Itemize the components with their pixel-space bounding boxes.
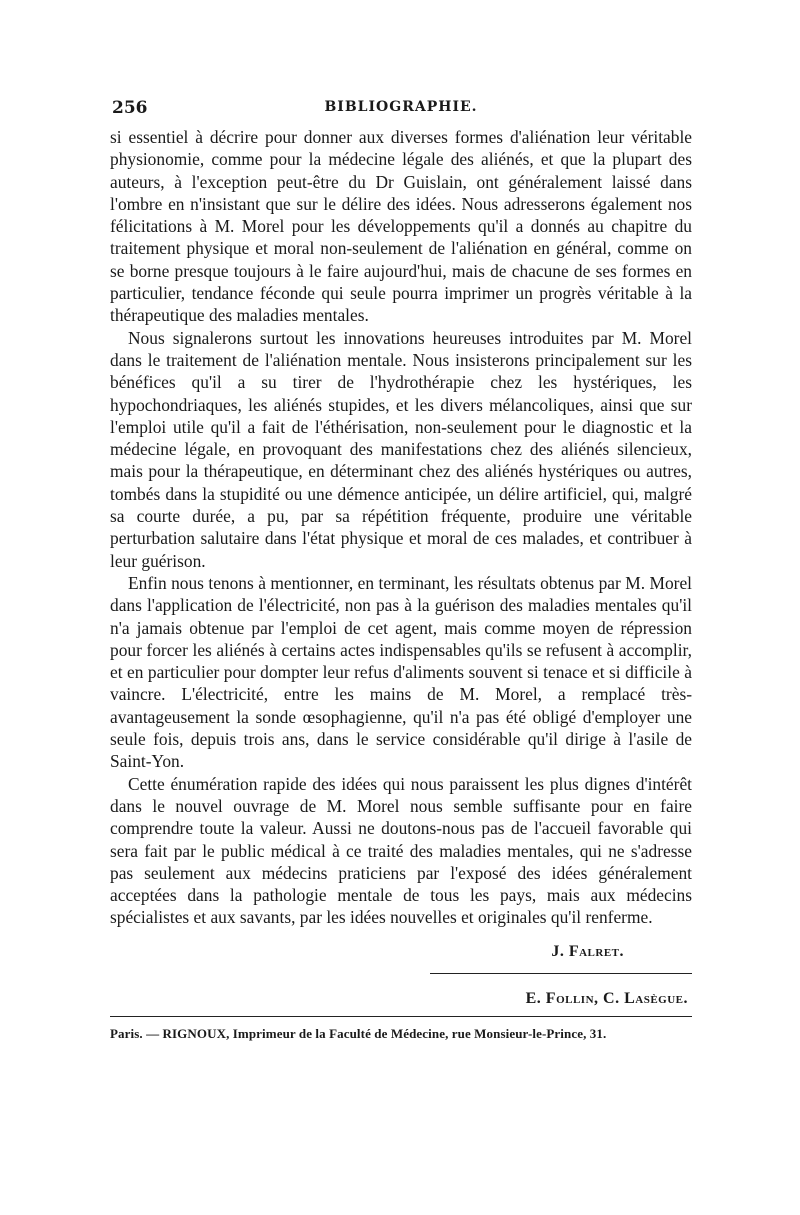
paragraph-1: si essentiel à décrire pour donner aux diverses formes d'aliénation leur véritable physionomie, comme pour la médecine légale des aliénés, et que la plupart des auteurs, à l'exception peut-être du Dr Guislain, ont généralement laissé dans l'ombre en n'insistant que sur le délire des idées. Nous adresserons également nos félicitations à M. Morel pour les développements qu'il a donnés au chapitre du traitement physique et moral non-seulement de l'aliénation en général, comme on se borne presque toujours à le faire aujourd'hui, mais de chacune de ses formes en particulier, tendance féconde qui seule pourra imprimer un progrès véritable à la thérapeutique des maladies mentales. [110, 127, 692, 326]
body-text [110, 126, 692, 929]
paragraph-3: Enfin nous tenons à mentionner, en terminant, les résultats obtenus par M. Morel dans l'application de l'électricité, non pas à la guérison des maladies mentales qu'il n'a jamais obtenue par l'emploi de cet agent, mais comme moyen de répression pour forcer les aliénés à certains actes indispensables qu'ils se refusent à accomplir, et en particulier pour dompter leur refus d'aliments souvent si tenace et si difficile à vaincre. L'électricité, entre les mains de M. Morel, a remplacé très-avantageusement la sonde œsophagienne, qu'il n'a pas été obligé d'employer une seule fois, depuis trois ans, dans le service considérable qu'il dirige à l'asile de Saint-Yon. [110, 572, 692, 772]
paragraph-4: Cette énumération rapide des idées qui nous paraissent les plus dignes d'intérêt dans le nouvel ouvrage de M. Morel nous semble suffisante pour en faire comprendre toute la valeur. Aussi ne doutons-nous pas de l'accueil favorable qui sera fait par le public médical à ce traité des maladies mentales, qui ne s'adresse pas seulement aux médecins praticiens par l'exposé des idées généralement acceptées dans la pathologie mentale de tous les pays, mais aux médecins spécialistes et aux savants, par les idées nouvelles et originales qu'il renferme. [110, 773, 692, 928]
signature-editors: E. Follin, C. Lasègue. [525, 989, 688, 1007]
running-head: BIBLIOGRAPHIE. [324, 99, 478, 115]
paragraph-2: Nous signalerons surtout les innovations heureuses introduites par M. Morel dans le traitement de l'aliénation mentale. Nous insisterons principalement sur les bénéfices qu'il a su tirer de l'hydrothérapie chez les hystériques, les hypochondriaques, les aliénés stupides, et les divers mélancoliques, ainsi que sur l'emploi utile qu'il a fait de l'éthérisation, non-seulement pour le diagnostic et la médecine légale, en provoquant des manifestations chez des aliénés silencieux, mais pour la thérapeutique, en déterminant chez des aliénés hystériques ou autres, tombés dans la stupidité ou une démence anticipée, un délire artificiel, qui, malgré sa courte durée, a pu, par sa répétition fréquente, produire une véritable perturbation salutaire dans l'état physique et moral de ces malades, et contribuer à leur guérison. [110, 327, 692, 571]
document-page [110, 90, 692, 1042]
page-number: 256 [112, 98, 148, 118]
signature-falret: J. Falret. [551, 942, 624, 960]
page-header [110, 90, 692, 126]
separator-rule-short [430, 973, 692, 974]
separator-rule-full [110, 1016, 692, 1017]
printer-imprint: Paris. — RIGNOUX, Imprimeur de la Faculté de Médecine, rue Monsieur-le-Prince, 31. [110, 1025, 607, 1041]
